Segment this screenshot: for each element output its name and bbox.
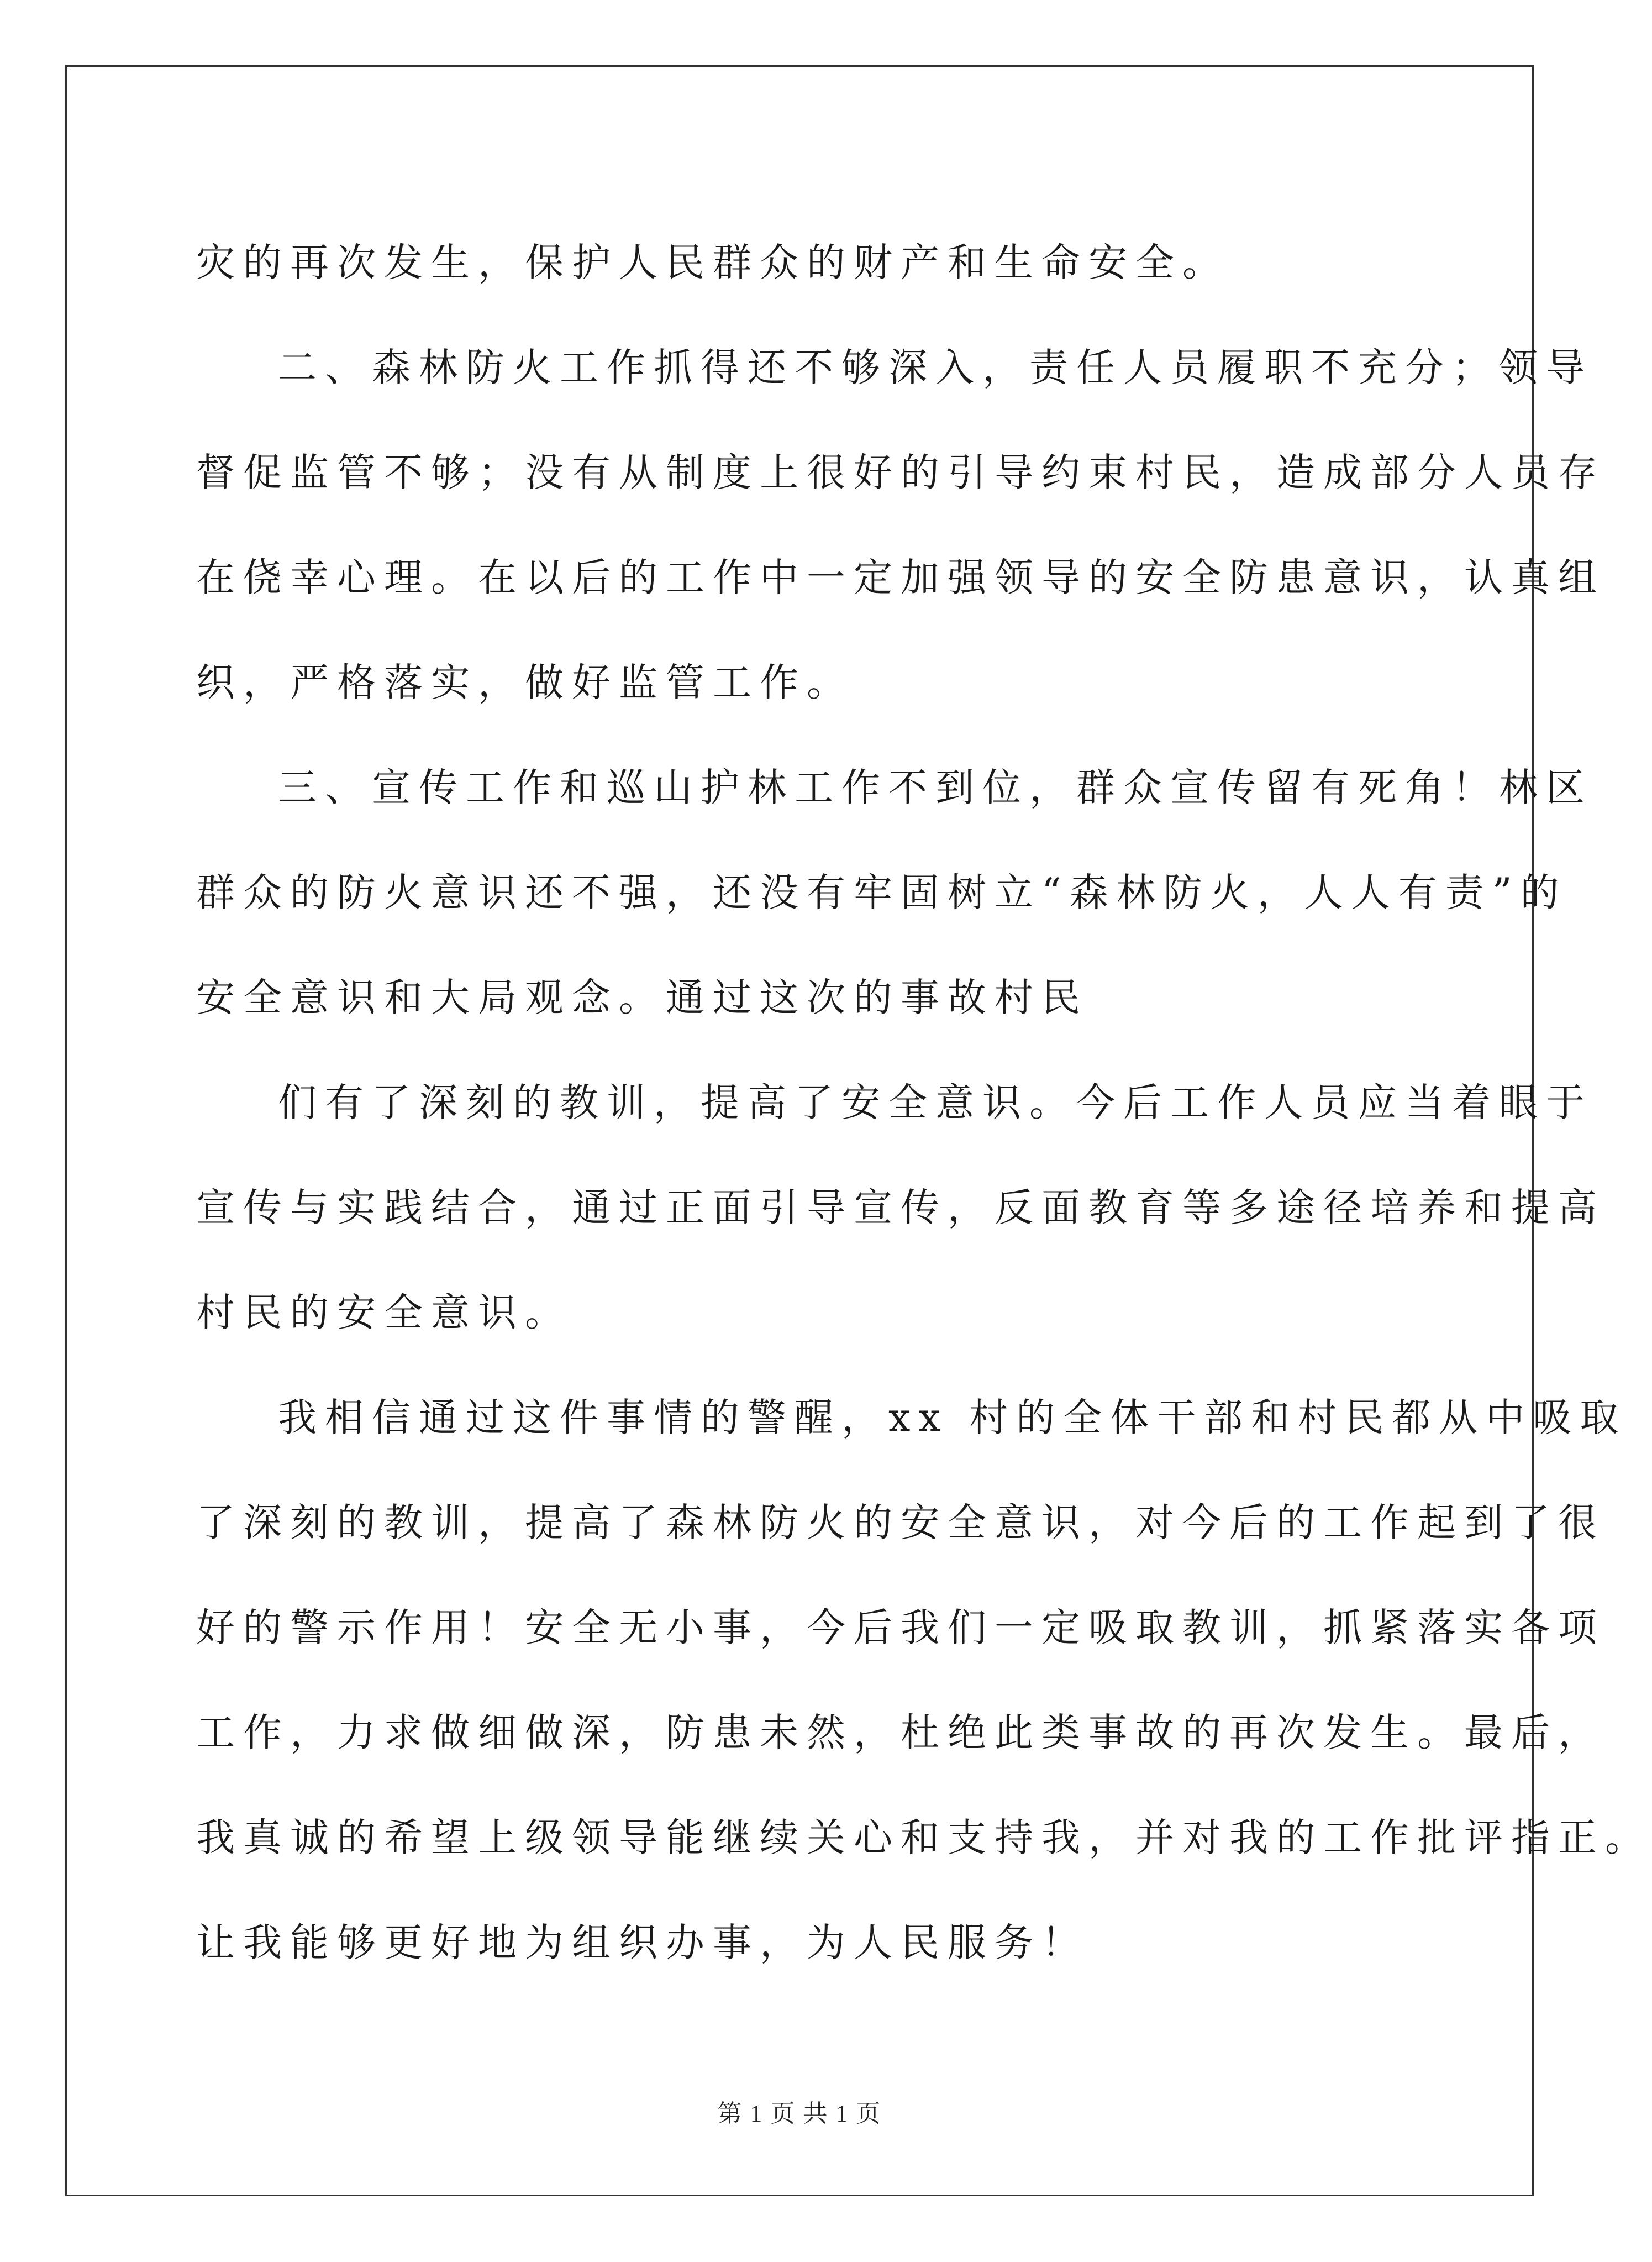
text-line: 督促监管不够；没有从制度上很好的引导约束村民，造成部分人员存 bbox=[196, 450, 1605, 495]
text-line: 灾的再次发生，保护人民群众的财产和生命安全。 bbox=[196, 240, 1229, 285]
paragraph-start-line: 二、森林防火工作抓得还不够深入，责任人员履职不充分；领导 bbox=[278, 345, 1593, 390]
text-line: 让我能够更好地为组织办事，为人民服务！ bbox=[196, 1920, 1088, 1965]
text-line: 村民的安全意识。 bbox=[196, 1290, 572, 1335]
text-line: 工作，力求做细做深，防患未然，杜绝此类事故的再次发生。最后， bbox=[196, 1710, 1605, 1755]
text-line: 织，严格落实，做好监管工作。 bbox=[196, 660, 854, 705]
text-line: 我真诚的希望上级领导能继续关心和支持我，并对我的工作批评指正。 bbox=[196, 1815, 1652, 1860]
paragraph-start-line: 三、宣传工作和巡山护林工作不到位，群众宣传留有死角！林区 bbox=[278, 765, 1593, 810]
paragraph-start-line: 我相信通过这件事情的警醒，xx 村的全体干部和村民都从中吸取 bbox=[278, 1395, 1627, 1440]
text-line: 宣传与实践结合，通过正面引导宣传，反面教育等多途径培养和提高 bbox=[196, 1185, 1605, 1230]
text-line: 好的警示作用！安全无小事，今后我们一定吸取教训，抓紧落实各项 bbox=[196, 1605, 1605, 1650]
document-body bbox=[196, 210, 1652, 1995]
page-number-footer: 第 1 页 共 1 页 bbox=[717, 2100, 882, 2127]
text-line: 在侥幸心理。在以后的工作中一定加强领导的安全防患意识，认真组 bbox=[196, 555, 1605, 600]
text-line: 安全意识和大局观念。通过这次的事故村民 bbox=[196, 975, 1088, 1020]
text-line: 了深刻的教训，提高了森林防火的安全意识，对今后的工作起到了很 bbox=[196, 1500, 1605, 1545]
paragraph-start-line: 们有了深刻的教训，提高了安全意识。今后工作人员应当着眼于 bbox=[278, 1080, 1593, 1125]
text-line: 群众的防火意识还不强，还没有牢固树立“森林防火，人人有责”的 bbox=[196, 870, 1567, 915]
